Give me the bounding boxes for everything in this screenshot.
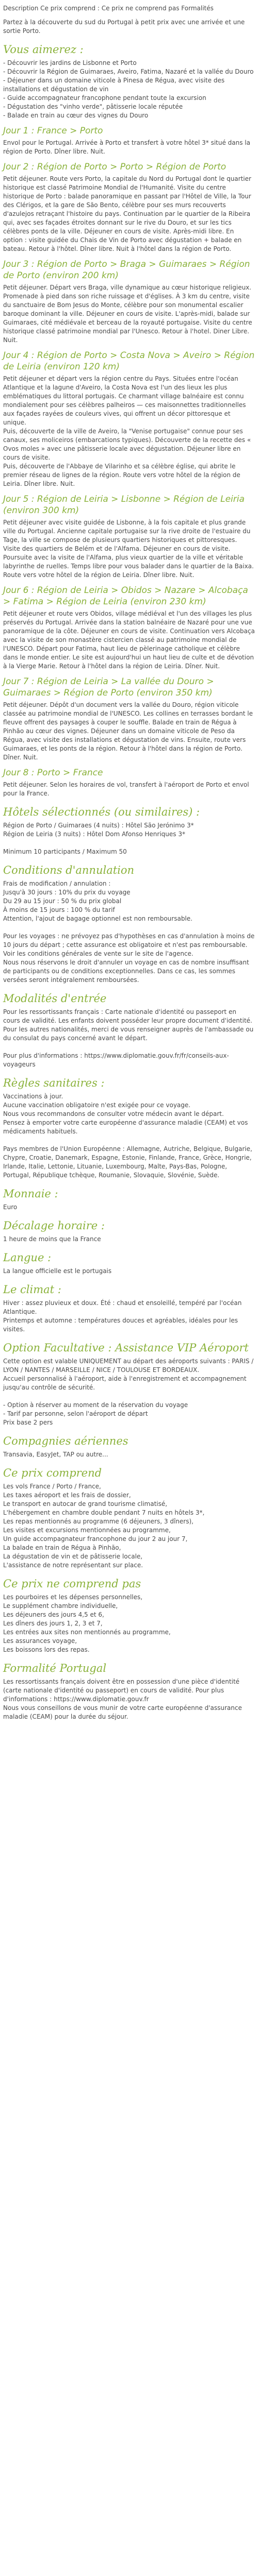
day-text: Petit déjeuner et départ vers la région centre du Pays. Situées entre l'océan Atlantique et la lagune d'Aveiro, la Costa Nova est l'un des lieux les plus emblématiques du littoral portugais. Ce charmant village balnéaire est connu mondialement pour ses célèbres palheiros — ces maisonnettes traditionnelles aux façades rayées de couleurs vives, qui offrent un décor pittoresque et unique. Puis, découverte de la ville de Aveiro, la "Venise portugaise" connue pour ses canaux, ses moliceiros (embarcations typiques). Découverte de la recette des « Ovos moles » avec une pâtisserie locale avec dégustation. Déjeuner libre en cours de visite. Puis, découverte de l'Abbaye de Vilarinho et sa célèbre église, qui abrite le premier réseau de lignes de la région. Route vers votre hôtel de la région de Leiria. Dîner libre. Nuit. <box>3 375 251 487</box>
section-line: Nous nous réservons le droit d'annuler un voyage en cas de nombre insuffisant de participants ou de conditions exceptionnelles. Dans ce cas, les sommes versées seront intégralement remboursées. <box>3 959 249 984</box>
section-line: Le supplément chambre individuelle, <box>3 1602 118 1609</box>
day-text: Petit déjeuner et route vers Obidos, village médiéval et l'un des villages les plus préservés du Portugal. Arrivée dans la station balnéaire de Nazaré pour une vue panoramique de la côte. Déjeuner en cours de visite. Continuation vers Alcobaça avec la visite de son monastère cistercien classé au patrimoine mondial de l'UNESCO. Départ pour Fatima, haut lieu de pèlerinage catholique et célèbre dans le monde entier. Le site est aujourd'hui un haut lieu de culte et de dévotion à la Vierge Marie. Retour à l'hôtel dans la région de Leiria. Dîner. Nuit. <box>3 610 255 670</box>
list-item: - Balade en train au cœur des vignes du Douro <box>3 112 149 119</box>
section-title: Formalité Portugal <box>3 1662 107 1674</box>
info-section <box>3 1577 255 1654</box>
section-line: L'assistance de notre représentant sur place. <box>3 1562 143 1569</box>
section-line: Les ressortissants français doivent être en possession d'une pièce d'identité (carte nationale d'identité ou passeport) en cours de validité. Pour plus d'informations : https://www.diplomatie.gouv.fr <box>3 1678 240 1703</box>
section-line: Nous vous conseillons de vous munir de votre carte européenne d'assurance maladie (CEAM) pour la durée du séjour. <box>3 1704 242 1720</box>
info-sections <box>3 805 255 1721</box>
section-line: Du 29 au 15 jour : 50 % du prix global <box>3 897 122 905</box>
day-text: Petit déjeuner avec visite guidée de Lisbonne, à la fois capitale et plus grande ville du Portugal. Ancienne capitale portugaise sur la rive droite de l'estuaire du Tage, la ville se compose de plusieurs quartiers historiques et pittoresques. Visite des quartiers de Belém et de l'Alfama. Déjeuner en cours de visite. Poursuite avec la visite de l'Alfama, plus vieux quartier de la ville et véritable labyrinthe de ruelles. Temps libre pour vous balader dans le quartier de la Baixa. Route vers votre hôtel de la région de Leiria. Dîner libre. Nuit. <box>3 519 254 579</box>
section-line: Les entrées aux sites non mentionnés au programme, <box>3 1629 171 1636</box>
section-line: Pour les voyages : ne prévoyez pas d'hypothèses en cas d'annulation à moins de 10 jours du départ ; cette assurance est obligatoire et n'est pas remboursable. Voir les conditions générales de vente sur le site de l'agence. <box>3 933 255 957</box>
day-title: Jour 4 : Région de Porto > Costa Nova > Aveiro > Région de Leiria (environ 120 km) <box>3 350 255 372</box>
section-line <box>3 839 255 848</box>
info-section <box>3 1283 255 1334</box>
section-line: Région de Porto / Guimaraes (4 nuits) : Hôtel São Jerónimo 3* <box>3 822 194 829</box>
section-line <box>3 1043 255 1052</box>
section-title: Décalage horaire : <box>3 1219 105 1232</box>
intro-text: Partez à la découverte du sud du Portugal à petit prix avec une arrivée et une sortie Porto. <box>3 19 245 35</box>
day-block <box>3 125 255 156</box>
section-line: Pays membres de l'Union Européenne : Allemagne, Autriche, Belgique, Bulgarie, Chypre, Croatie, Danemark, Espagne, Estonie, Finlande, France, Grèce, Hongrie, Irlande, Italie, Lettonie, Lituanie, Luxembourg, Malte, Pays-Bas, Pologne, Portugal, République tchèque, Roumanie, Slovaquie, Slovénie, Suède. <box>3 1145 252 1179</box>
section-line: Les repas mentionnés au programme (6 déjeuners, 3 dîners), <box>3 1518 194 1525</box>
section-line: Vaccinations à jour. <box>3 1093 63 1100</box>
section-line: Les boissons lors des repas. <box>3 1646 90 1653</box>
day-block <box>3 767 255 798</box>
section-line: Accueil personnalisé à l'aéroport, aide à l'enregistrement et accompagnement jusqu'au contrôle de sécurité. <box>3 1375 247 1391</box>
section-line: Pour plus d'informations : https://www.diplomatie.gouv.fr/fr/conseils-aux-voyageurs <box>3 1052 229 1068</box>
day-block <box>3 494 255 580</box>
section-title: Règles sanitaires : <box>3 1077 105 1089</box>
section-title: Option Facultative : Assistance VIP Aéroport <box>3 1342 249 1354</box>
section-line: Pour les ressortissants français : Carte nationale d'identité ou passeport en cours de validité. Les enfants doivent posséder leur propre document d'identité. <box>3 1008 252 1024</box>
section-title: Conditions d'annulation <box>3 864 135 876</box>
section-title: Langue : <box>3 1251 52 1264</box>
info-section <box>3 1434 255 1459</box>
itinerary <box>3 125 255 798</box>
section-line: Aucune vaccination obligatoire n'est exigée pour ce voyage. <box>3 1101 191 1109</box>
section-line: Transavia, EasyJet, TAP ou autre... <box>3 1451 108 1458</box>
description-header: Description Ce prix comprend : Ce prix ne comprend pas Formalités <box>3 5 214 12</box>
section-line: Région de Leiria (3 nuits) : Hôtel Dom Afonso Henriques 3* <box>3 831 185 838</box>
list-item: - Guide accompagnateur francophone pendant toute la excursion <box>3 94 206 101</box>
section-line: Les déjeuners des jours 4,5 et 6, <box>3 1611 104 1618</box>
list-item: - Dégustation des "vinho verde", pâtisserie locale réputée <box>3 103 183 110</box>
day-title: Jour 1 : France > Porto <box>3 126 103 136</box>
section-line: Les vols France / Porto / France, <box>3 1483 101 1490</box>
section-line: - Tarif par personne, selon l'aéroport de départ <box>3 1410 148 1417</box>
section-line: L'hébergement en chambre double pendant 7 nuits en hôtels 3*, <box>3 1509 205 1516</box>
day-title: Jour 3 : Région de Porto > Braga > Guimaraes > Région de Porto (environ 200 km) <box>3 259 250 281</box>
info-section <box>3 1341 255 1427</box>
list-item: - Découvrir la Région de Guimaraes, Aveiro, Fatima, Nazaré et la vallée du Douro <box>3 68 254 75</box>
section-title: Ce prix comprend <box>3 1467 102 1479</box>
section-line: La dégustation de vin et de pâtisserie locale, <box>3 1553 143 1560</box>
section-line: Jusqu'à 30 jours : 10% du prix du voyage <box>3 889 131 896</box>
day-block <box>3 350 255 488</box>
section-title: Ce prix ne comprend pas <box>3 1578 141 1590</box>
section-line: Pour les autres nationalités, merci de vous renseigner auprès de l'ambassade ou du consulat du pays concerné avant le départ. <box>3 1026 254 1042</box>
section-line: Attention, l'ajout de bagage optionnel est non remboursable. <box>3 915 192 922</box>
day-text: Petit déjeuner. Route vers Porto, la capitale du Nord du Portugal dont le quartier historique est classé Patrimoine Mondial de l'Humanité. Visite du centre historique de Porto : balade panoramique en passant par l'Hôtel de Ville, la Tour des Clérigos, et la gare de São Bento, célèbre pour ses murs recouverts d'azulejos retraçant l'histoire du pays. Continuation par le quartier de la Ribeira qui, avec ses façades étroites donnant sur le rive du Douro, et sur les tics célèbres ponts de la ville. Déjeuner en cours de visite. Après-midi libre. En option : visite guidée du Chais de Vin de Porto avec dégustation + balade en bateau. Retour à l'hôtel. Dîner libre. Nuit à l'hôtel dans la région de Porto. <box>3 175 251 252</box>
section-title: Le climat : <box>3 1283 61 1296</box>
section-title: Hôtels sélectionnés (ou similaires) : <box>3 806 200 818</box>
section-line <box>3 923 255 932</box>
info-section <box>3 1076 255 1180</box>
section-line: 1 heure de moins que la France <box>3 1235 101 1243</box>
day-text: Petit déjeuner. Départ vers Braga, ville dynamique au cœur historique religieux. Promenade à pied dans son riche ruissage et d'églises. À 3 km du centre, visite du sanctuaire de Bom Jesus do Monte, célèbre pour son monumental escalier baroque dominant la ville. Déjeuner en cours de visite. L'après-midi, balade sur Guimaraes, cité médiévale et berceau de la royauté portugaise. Visite du centre historique classé patrimoine mondial par l'Unesco. Retour à l'hotel. Diner Libre. Nuit. <box>3 284 252 344</box>
list-item: - Déjeuner dans un domaine viticole à Pinesa de Régua, avec visite des installations et dégustation de vin <box>3 77 225 93</box>
section-title: Monnaie : <box>3 1188 58 1200</box>
info-section <box>3 1466 255 1570</box>
day-block <box>3 585 255 671</box>
day-title: Jour 2 : Région de Porto > Porto > Région de Porto <box>3 162 227 172</box>
section-line: Les taxes aéroport et les frais de dossier, <box>3 1492 131 1499</box>
section-line: Euro <box>3 1204 18 1211</box>
section-title: Compagnies aériennes <box>3 1435 128 1447</box>
day-text: Envol pour le Portugal. Arrivée à Porto et transfert à votre hôtel 3* situé dans la région de Porto. Dîner libre. Nuit. <box>3 139 250 155</box>
day-text: Petit déjeuner. Selon les horaires de vol, transfert à l'aéroport de Porto et envol pour la France. <box>3 781 249 797</box>
section-line: Prix base 2 pers <box>3 1419 53 1426</box>
section-line: La balade en train de Régua à Pinhão, <box>3 1544 121 1551</box>
day-block <box>3 161 255 253</box>
section-line: Les dîners des jours 1, 2, 3 et 7, <box>3 1620 103 1627</box>
section-line: Pensez à emporter votre carte européenne d'assurance maladie (CEAM) et vos médicaments habituels. <box>3 1119 248 1135</box>
section-line: À moins de 15 jours : 100 % du tarif <box>3 906 115 913</box>
list-item: - Découvrir les jardins de Lisbonne et Porto <box>3 59 137 66</box>
day-title: Jour 5 : Région de Leiria > Lisbonne > Région de Leiria (environ 300 km) <box>3 494 245 516</box>
section-line: La langue officielle est le portugais <box>3 1267 112 1275</box>
day-block <box>3 259 255 345</box>
day-title: Jour 7 : Région de Leiria > La vallée du Douro > Guimaraes > Région de Porto (environ 350 km) <box>3 676 214 698</box>
section-line: Printemps et automne : températures douces et agréables, idéales pour les visites. <box>3 1317 238 1333</box>
day-title: Jour 8 : Porto > France <box>3 768 103 778</box>
section-line: Les visites et excursions mentionnées au programme, <box>3 1527 171 1534</box>
day-text: Petit déjeuner. Dépôt d'un document vers la vallée du Douro, région viticole classée au patrimoine mondial de l'UNESCO. Les collines en terrasses bordant le fleuve offrent des paysages à couper le souffle. Balade en train de Régua à Pinhão au cœur des vignes. Déjeuner dans un domaine viticole de Peso da Régua, avec visite des installations et dégustation de vins. Ensuite, route vers Guimaraes, et les ponts de la région. Retour à l'hôtel dans la région de Porto. Dîner. Nuit. <box>3 701 253 761</box>
info-section <box>3 1251 255 1276</box>
day-title: Jour 6 : Région de Leiria > Obidos > Nazare > Alcobaça > Fatima > Région de Leiria (environ 230 km) <box>3 585 248 607</box>
section-line <box>3 1136 255 1145</box>
vous-aimerez-list <box>3 59 255 120</box>
info-section <box>3 1219 255 1244</box>
section-line: Les pourboires et les dépenses personnelles, <box>3 1594 143 1601</box>
section-line: Hiver : assez pluvieux et doux. Été : chaud et ensoleillé, tempéré par l'océan Atlantique. <box>3 1299 242 1315</box>
day-block <box>3 676 255 762</box>
section-line: Les assurances voyage, <box>3 1637 77 1645</box>
section-line: Cette option est valable UNIQUEMENT au départ des aéroports suivants : PARIS / LYON / NANTES / MARSEILLE / NICE / TOULOUSE ET BORDEAUX. <box>3 1358 254 1374</box>
section-title-vous-aimerez: Vous aimerez : <box>3 43 84 56</box>
section-line: Minimum 10 participants / Maximum 50 <box>3 848 127 855</box>
info-section <box>3 863 255 985</box>
section-line: Frais de modification / annulation : <box>3 880 111 887</box>
section-line: Nous vous recommandons de consulter votre médecin avant le départ. <box>3 1110 224 1117</box>
section-line: Le transport en autocar de grand tourisme climatisé, <box>3 1500 168 1507</box>
section-line <box>3 1392 255 1401</box>
info-section <box>3 1187 255 1212</box>
info-section <box>3 1662 255 1721</box>
section-line: Un guide accompagnateur francophone du jour 2 au jour 7, <box>3 1535 188 1543</box>
info-section <box>3 805 255 856</box>
section-line: - Option à réserver au moment de la réservation du voyage <box>3 1401 188 1409</box>
info-section <box>3 992 255 1069</box>
section-title: Modalités d'entrée <box>3 992 107 1005</box>
